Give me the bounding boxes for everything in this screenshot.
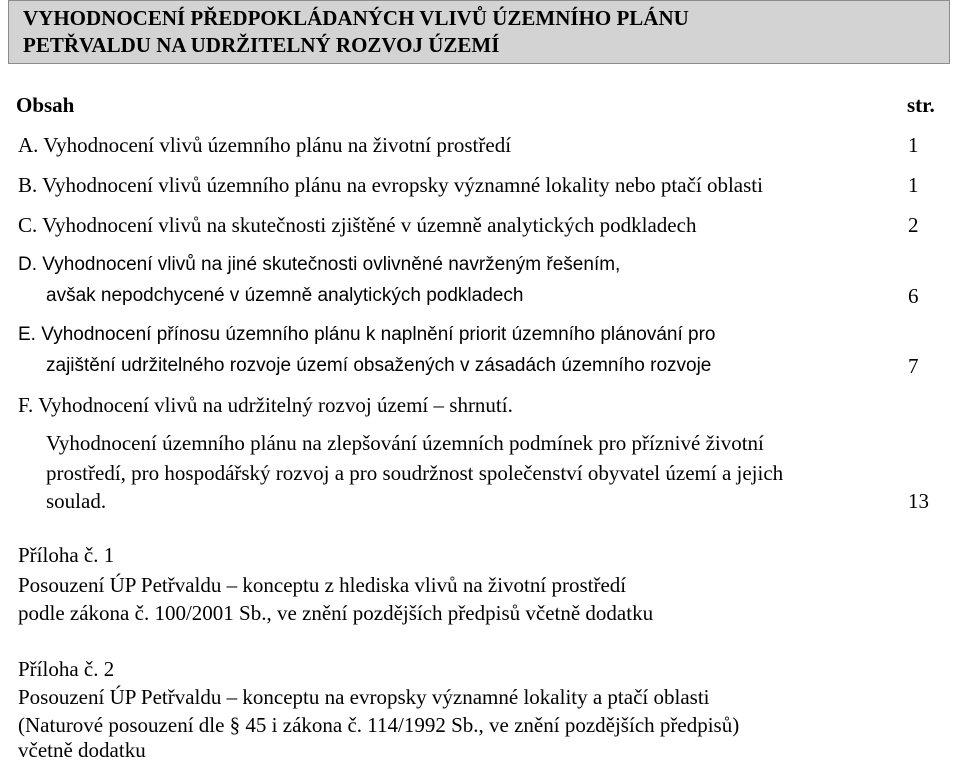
appendix-1-line-1: Posouzení ÚP Petřvaldu – konceptu z hlediska vlivů na životní prostředí xyxy=(18,573,627,597)
toc-heading: Obsah xyxy=(16,93,75,117)
toc-entry-e-page: 7 xyxy=(908,354,919,378)
toc-entry-a: A. Vyhodnocení vlivů územního plánu na životní prostředí xyxy=(18,133,512,157)
toc-entry-f-sub-line-2: prostředí, pro hospodářský rozvoj a pro soudržnost společenství obyvatel území a jejich xyxy=(46,461,784,485)
appendix-2-line-1: Posouzení ÚP Petřvaldu – konceptu na evropsky významné lokality a ptačí oblasti xyxy=(18,685,710,709)
document-title-line-2: PETŘVALDU NA UDRŽITELNÝ ROZVOJ ÚZEMÍ xyxy=(23,33,500,57)
appendix-1-label: Příloha č. 1 xyxy=(18,543,115,567)
toc-entry-f-sub-line-1: Vyhodnocení územního plánu na zlepšování územních podmínek pro příznivé životní xyxy=(46,431,764,455)
toc-entry-c-text: C. Vyhodnocení vlivů na skutečnosti zjištěné v územně analytických podkladech xyxy=(18,213,697,237)
toc-entry-f-sub-line-3: soulad. xyxy=(46,489,107,513)
appendix-2-line-2: (Naturové posouzení dle § 45 i zákona č. 114/1992 Sb., ve znění pozdějších předpisů) xyxy=(18,713,740,737)
document-title-box xyxy=(8,0,950,64)
document-title-line-1: VYHODNOCENÍ PŘEDPOKLÁDANÝCH VLIVŮ ÚZEMNÍHO PLÁNU xyxy=(23,6,689,30)
toc-page-heading: str. xyxy=(907,93,935,117)
toc-entry-d-page: 6 xyxy=(908,284,919,308)
toc-entry-b-page: 1 xyxy=(908,173,919,197)
toc-entry-d-line-2: avšak nepodchycené v územně analytických podkladech xyxy=(46,285,524,306)
toc-entry-c xyxy=(18,213,696,239)
toc-entry-c-page: 2 xyxy=(908,213,919,237)
toc-entry-e-line-1: E. Vyhodnocení přínosu územního plánu k naplnění priorit územního plánování pro xyxy=(18,324,716,345)
appendix-1-line-2: podle zákona č. 100/2001 Sb., ve znění pozdějších předpisů včetně dodatku xyxy=(18,601,654,625)
toc-entry-f-sub-page: 13 xyxy=(908,489,929,513)
toc-entry-d-line-1: D. Vyhodnocení vlivů na jiné skutečnosti ovlivněné navrženým řešením, xyxy=(18,254,621,275)
toc-entry-e-line-2: zajištění udržitelného rozvoje území obsažených v zásadách územního rozvoje xyxy=(46,355,712,376)
toc-entry-b: B. Vyhodnocení vlivů územního plánu na evropsky významné lokality nebo ptačí oblasti xyxy=(18,173,763,197)
appendix-2-label: Příloha č. 2 xyxy=(18,657,115,681)
toc-entry-a-page: 1 xyxy=(908,133,919,157)
toc-entry-f: F. Vyhodnocení vlivů na udržitelný rozvoj území – shrnutí. xyxy=(18,393,513,417)
appendix-2-line-3: včetně dodatku xyxy=(18,738,146,762)
